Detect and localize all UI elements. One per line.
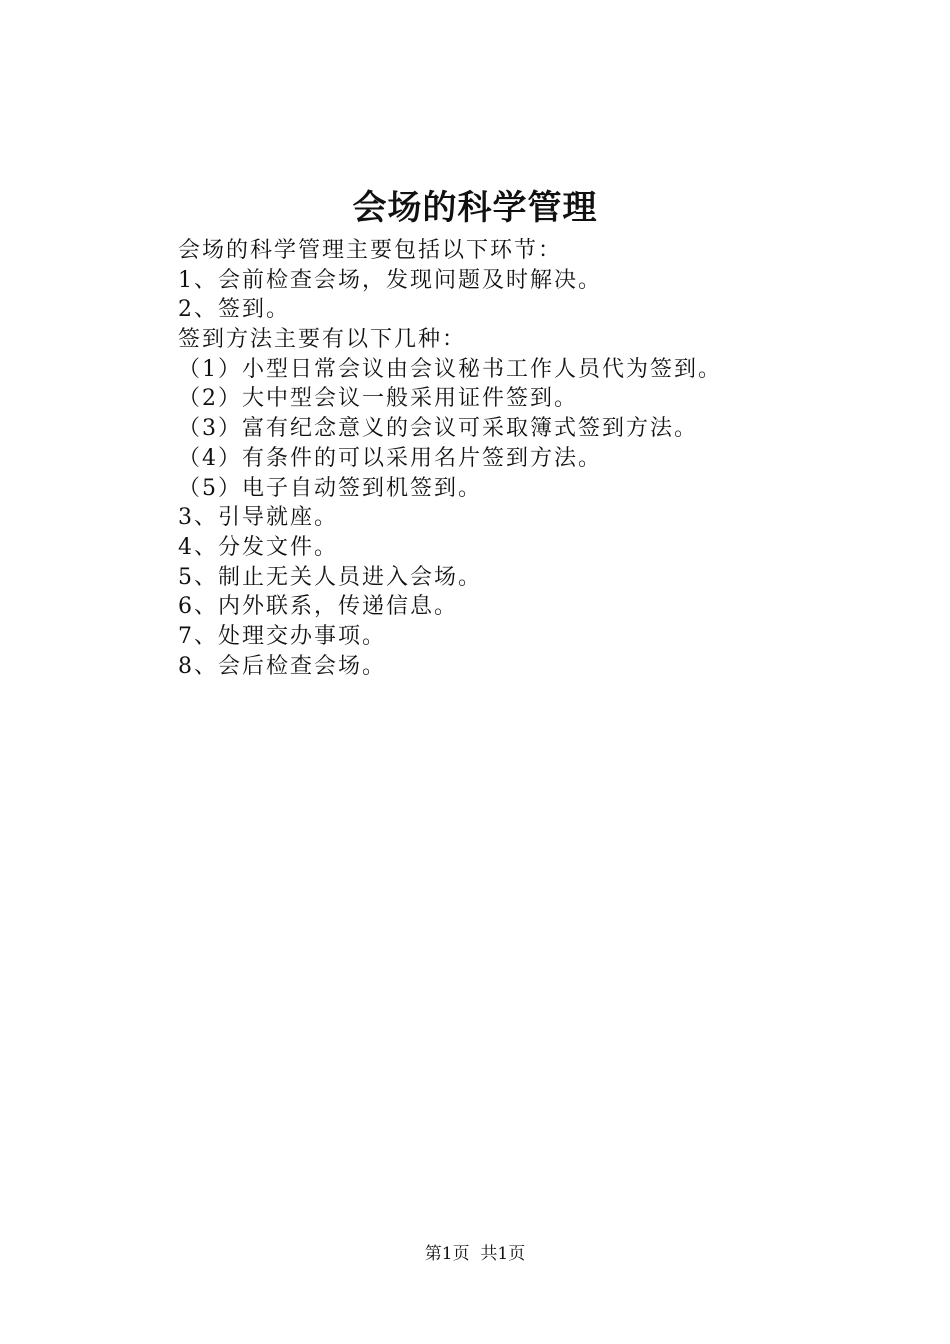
document-title: 会场的科学管理 [352,188,598,228]
document-body [178,236,878,681]
body-line: 2、签到。 [178,297,290,323]
body-line: （1）小型日常会议由会议秘书工作人员代为签到。 [178,356,722,382]
body-line: 3、引导就座。 [178,505,338,531]
body-line: 会场的科学管理主要包括以下环节： [178,238,563,263]
body-line: 6、内外联系，传递信息。 [178,594,458,620]
body-line: 签到方法主要有以下几种： [178,327,467,353]
page-total: 共1页 [480,1244,526,1264]
page-number: 第1页 [424,1244,470,1264]
body-line: （5）电子自动签到机签到。 [178,475,482,501]
body-line: （3）富有纪念意义的会议可采取簿式签到方法。 [178,416,698,442]
page-footer [0,1242,950,1266]
body-line: 8、会后检查会场。 [178,653,386,679]
body-line: （4）有条件的可以采用名片签到方法。 [178,445,602,471]
footer-gap [470,1244,481,1264]
body-line: 5、制止无关人员进入会场。 [178,564,482,590]
body-line: 7、处理交办事项。 [178,623,386,649]
body-line: 1、会前检查会场，发现问题及时解决。 [178,267,602,293]
body-line: （2）大中型会议一般采用证件签到。 [178,386,578,412]
body-line: 4、分发文件。 [178,534,338,560]
